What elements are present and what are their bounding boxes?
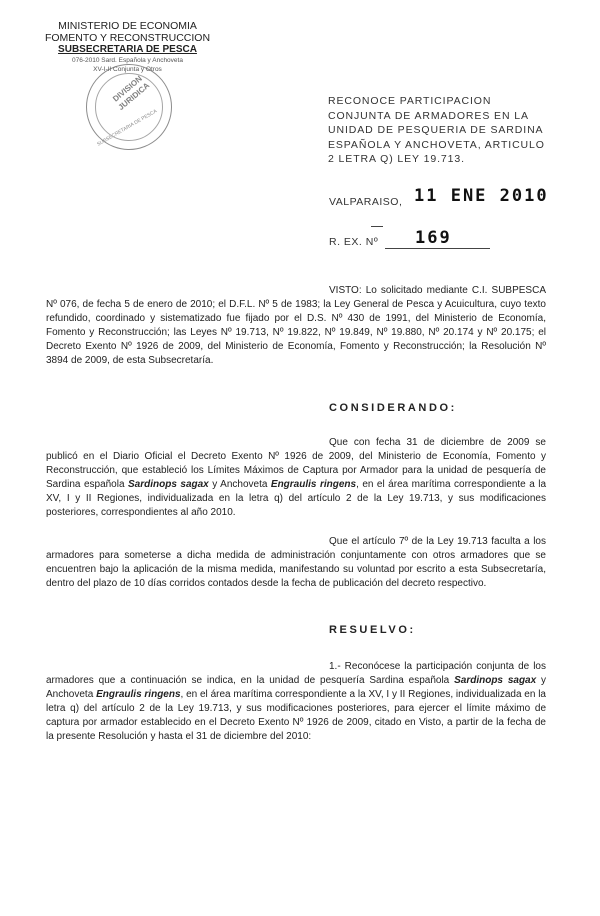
considerando-2 (46, 535, 546, 591)
resolution-subject: RECONOCE PARTICIPACION CONJUNTA DE ARMADORES EN LA UNIDAD DE PESQUERIA DE SARDINA ESPAÑOLA Y ANCHOVETA, ARTICULO 2 LETRA Q) LEY 19.713. (328, 95, 545, 165)
visto-paragraph (46, 284, 546, 368)
stamp-ring-text: SUBSECRETARIA DE PESCA (96, 108, 159, 148)
resuelvo-1 (46, 660, 546, 744)
considerando-1-text-a: Que con fecha 31 de diciembre de 2009 se publicó en el Diario Oficial el Decreto Exento Nº 1926 de 2009, del Ministerio de Economía, Fomento y Reconstrucción, que estableció los Límites Máximos de Captura por Armador para la unidad de pesquería de Sardina española (46, 437, 546, 490)
subsecretaria-line: SUBSECRETARIA DE PESCA (58, 44, 197, 55)
species-sardinops: Sardinops sagax (128, 479, 209, 490)
resuelvo-1-text-c: , en el área marítima correspondiente a la XV, I y II Regiones, individualizada en la letra q) del artículo 2 de la Ley 19.713, y sus modificaciones posteriores, para ejercer el límite máximo de captura por armador establecido en el Decreto Exento Nº 1926 de 2009, citado en Visto, a partir de la fecha de la presente Resolución y hasta el 31 de diciembre del 2010: (46, 689, 546, 742)
place: VALPARAISO, (329, 196, 403, 208)
considerando-heading: CONSIDERANDO: (329, 402, 457, 414)
visto-lead: VISTO: (329, 285, 362, 296)
species-sardinops-2: Sardinops sagax (454, 675, 537, 686)
resuelvo-1-text-b: y Anchoveta (46, 675, 547, 700)
resolution-number (329, 226, 529, 256)
species-engraulis: Engraulis ringens (270, 479, 357, 490)
place-date (329, 186, 569, 214)
rex-dash (371, 226, 383, 227)
considerando-2-text: Que el artículo 7º de la Ley 19.713 faculta a los armadores para someterse a dicha medida de administración conjuntamente con otros armadores que se encuentren bajo la aplicación de la misma medida, manifestando su voluntad por escrito a esta Subsecretaría, dentro del plazo de 10 días corridos contados desde la fecha de publicación del decreto respectivo. (46, 536, 546, 589)
considerando-1-text-b: y Anchoveta (212, 479, 268, 490)
division-juridica-stamp (86, 64, 172, 150)
considerando-1-text-c: , en el área marítima correspondiente a la XV, I y II Regiones, individualizada en la letra q) del artículo 2 de la Ley 19.713, y sus modificaciones posteriores, correspondientes al año 2010. (46, 479, 547, 518)
resuelvo-1-text-a: 1.- Reconócese la participación conjunta de los armadores que a continuación se indica, en la unidad de pesquería Sardina española (46, 661, 546, 686)
rex-label: R. EX. Nº (329, 236, 379, 248)
considerando-1 (46, 436, 546, 520)
stamp-text: DIVISION JURIDICA (111, 74, 152, 113)
rex-number: 169 (415, 228, 452, 248)
species-engraulis-2: Engraulis ringens (96, 689, 181, 700)
visto-text: Lo solicitado mediante C.I. SUBPESCA Nº 076, de fecha 5 de enero de 2010; el D.F.L. Nº 5 de 1983; la Ley General de Pesca y Acuicultura, cuyo texto refundido, coordinado y sistematizado fue fijado por el D.S. Nº 430 de 1991, del Ministerio de Economía, Fomento y Reconstrucción; las Leyes Nº 19.713, Nº 19.822, Nº 19.849, Nº 19.880, Nº 20.174 y Nº 20.175; el Decreto Exento Nº 1926 de 2009, del Ministerio de Economía, Fomento y Reconstrucción; la Resolución Nº 3894 de 2009, de esta Subsecretaría. (46, 285, 546, 366)
file-ref-line-2: XV-I-II Conjunta y Otros (93, 66, 162, 73)
rex-underline (385, 248, 490, 249)
file-ref-line: 076-2010 Sard. Española y Anchoveta (72, 57, 183, 64)
date-stamp: 11 ENE 2010 (414, 186, 549, 206)
ministry-line: MINISTERIO DE ECONOMIA (58, 20, 197, 32)
resuelvo-heading: RESUELVO: (329, 624, 416, 636)
ministry-line-2: FOMENTO Y RECONSTRUCCION (44, 32, 211, 44)
